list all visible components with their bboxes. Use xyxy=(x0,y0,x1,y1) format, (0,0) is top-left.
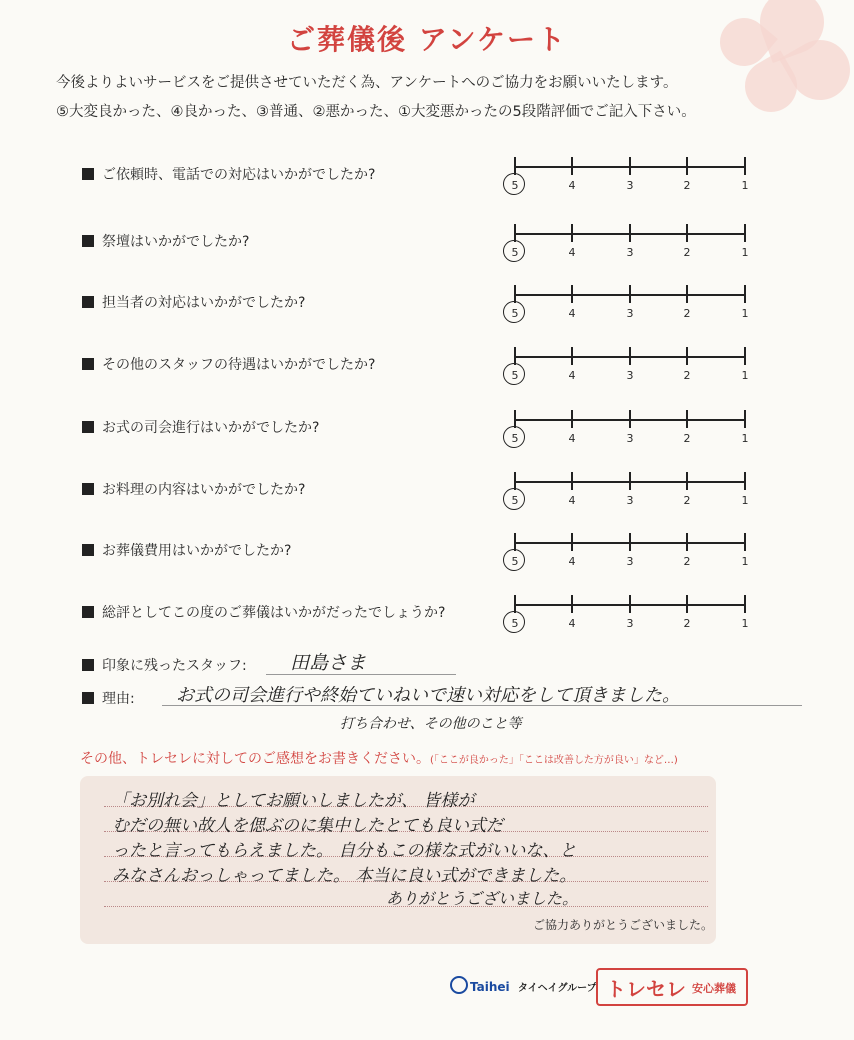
scale-tick xyxy=(686,224,688,242)
comment-line: ったと言ってもらえました。 自分もこの様な式がいいな、と xyxy=(112,841,577,861)
scale-number[interactable]: 4 xyxy=(568,179,576,192)
scale-tick xyxy=(571,157,573,175)
question-row xyxy=(82,231,249,251)
scale-tick xyxy=(744,347,746,365)
scale-number[interactable]: 1 xyxy=(741,179,749,192)
question-row xyxy=(82,479,305,499)
scale-tick xyxy=(686,285,688,303)
bullet-square-icon xyxy=(82,296,94,308)
scale-number[interactable]: 5 xyxy=(511,369,519,382)
question-label: ご依頼時、電話での対応はいかがでしたか? xyxy=(102,167,376,183)
scale-tick xyxy=(571,533,573,551)
scale-number[interactable]: 3 xyxy=(626,432,634,445)
scale-number[interactable]: 4 xyxy=(568,246,576,259)
question-label: お料理の内容はいかがでしたか? xyxy=(102,482,306,498)
page-title: ご葬儀後 アンケート xyxy=(286,23,568,56)
reason-row xyxy=(82,688,135,708)
selected-rating-circle xyxy=(503,488,525,510)
bullet-square-icon xyxy=(82,168,94,180)
brand-name: トレセレ xyxy=(606,977,686,1001)
scale-number[interactable]: 3 xyxy=(626,246,634,259)
rating-scale[interactable] xyxy=(500,346,760,382)
scale-tick xyxy=(571,410,573,428)
scale-number[interactable]: 1 xyxy=(741,369,749,382)
reason-label: 理由: xyxy=(102,691,135,707)
comment-line: むだの無い故人を偲ぶのに集中したとても良い式だ xyxy=(112,816,503,836)
scale-number[interactable]: 5 xyxy=(511,555,519,568)
scale-number[interactable]: 2 xyxy=(683,494,691,507)
scale-number[interactable]: 5 xyxy=(511,432,519,445)
rating-scale[interactable] xyxy=(500,156,760,192)
selected-rating-circle xyxy=(503,426,525,448)
comment-line: みなさんおっしゃってました。 本当に良い式ができました。 xyxy=(112,866,577,886)
reason-insert: 打ち合わせ、その他のこと等 xyxy=(340,716,522,732)
scale-tick xyxy=(629,472,631,490)
question-label: 担当者の対応はいかがでしたか? xyxy=(102,295,306,311)
scale-number[interactable]: 3 xyxy=(626,179,634,192)
staff-value[interactable]: 田島さま xyxy=(290,652,367,674)
question-label: 総評としてこの度のご葬儀はいかがだったでしょうか? xyxy=(102,605,446,621)
scale-tick xyxy=(629,347,631,365)
scale-number[interactable]: 1 xyxy=(741,432,749,445)
scale-number[interactable]: 2 xyxy=(683,432,691,445)
feedback-prompt xyxy=(80,748,678,768)
selected-rating-circle xyxy=(503,173,525,195)
question-row xyxy=(82,417,319,437)
scale-tick xyxy=(686,472,688,490)
scale-number[interactable]: 1 xyxy=(741,246,749,259)
scale-number[interactable]: 5 xyxy=(511,246,519,259)
treselle-logo xyxy=(596,968,748,1006)
scale-number[interactable]: 4 xyxy=(568,555,576,568)
scale-number[interactable]: 4 xyxy=(568,494,576,507)
scale-number[interactable]: 1 xyxy=(741,307,749,320)
feedback-prompt-main: その他、トレセレに対してのご感想をお書きください。 xyxy=(80,751,430,767)
scale-number[interactable]: 3 xyxy=(626,617,634,630)
group-name: タイヘイグループ xyxy=(517,983,597,994)
selected-rating-circle xyxy=(503,301,525,323)
scale-number[interactable]: 2 xyxy=(683,307,691,320)
scale-tick xyxy=(629,157,631,175)
reason-underline xyxy=(162,705,802,706)
reason-value[interactable]: お式の司会進行や終始ていねいで速い対応をして頂きました。 xyxy=(176,685,680,706)
bullet-square-icon xyxy=(82,235,94,247)
scale-tick xyxy=(571,595,573,613)
scale-tick xyxy=(686,533,688,551)
rating-scale[interactable] xyxy=(500,532,760,568)
scale-number[interactable]: 3 xyxy=(626,494,634,507)
scale-number[interactable]: 1 xyxy=(741,617,749,630)
scale-number[interactable]: 3 xyxy=(626,555,634,568)
question-label: お式の司会進行はいかがでしたか? xyxy=(102,420,320,436)
scale-tick xyxy=(686,595,688,613)
scale-tick xyxy=(686,410,688,428)
scale-number[interactable]: 2 xyxy=(683,617,691,630)
scale-tick xyxy=(571,285,573,303)
scale-tick xyxy=(744,157,746,175)
scale-tick xyxy=(744,595,746,613)
question-row xyxy=(82,602,445,622)
comment-line: 「お別れ会」としてお願いしましたが、 皆様が xyxy=(112,791,475,811)
scale-number[interactable]: 2 xyxy=(683,179,691,192)
scale-number[interactable]: 4 xyxy=(568,369,576,382)
rating-scale[interactable] xyxy=(500,471,760,507)
scale-number[interactable]: 4 xyxy=(568,432,576,445)
scale-tick xyxy=(629,533,631,551)
question-label: お葬儀費用はいかがでしたか? xyxy=(102,543,292,559)
question-label: その他のスタッフの待遇はいかがでしたか? xyxy=(102,357,376,373)
scale-number[interactable]: 5 xyxy=(511,617,519,630)
scale-tick xyxy=(629,224,631,242)
scale-tick xyxy=(744,410,746,428)
question-row xyxy=(82,354,375,374)
rating-scale[interactable] xyxy=(500,223,760,259)
selected-rating-circle xyxy=(503,611,525,633)
scale-number[interactable]: 5 xyxy=(511,307,519,320)
bullet-square-icon xyxy=(82,544,94,556)
staff-row xyxy=(82,655,247,675)
scale-tick xyxy=(629,285,631,303)
scale-number[interactable]: 1 xyxy=(741,555,749,568)
scale-tick xyxy=(744,224,746,242)
brand-sub: 安心葬儀 xyxy=(692,982,736,995)
staff-underline xyxy=(266,674,456,675)
question-row xyxy=(82,164,375,184)
rating-scale[interactable] xyxy=(500,594,760,630)
selected-rating-circle xyxy=(503,363,525,385)
comment-line: ありがとうございました。 xyxy=(386,889,579,908)
intro-line-1: 今後よりよいサービスをご提供させていただく為、アンケートへのご協力をお願いいたします。 xyxy=(56,75,678,91)
rating-scale[interactable] xyxy=(500,409,760,445)
scale-tick xyxy=(744,533,746,551)
question-row xyxy=(82,292,305,312)
scale-tick xyxy=(686,157,688,175)
scale-number[interactable]: 1 xyxy=(741,494,749,507)
scale-number[interactable]: 3 xyxy=(626,307,634,320)
rating-scale[interactable] xyxy=(500,284,760,320)
staff-label: 印象に残ったスタッフ: xyxy=(102,658,247,674)
scale-number[interactable]: 2 xyxy=(683,369,691,382)
closing-text: ご協力ありがとうございました。 xyxy=(533,918,714,932)
scale-tick xyxy=(686,347,688,365)
scale-tick xyxy=(571,347,573,365)
taihei-logo-text: Taihei xyxy=(470,980,510,994)
scale-number[interactable]: 5 xyxy=(511,494,519,507)
selected-rating-circle xyxy=(503,549,525,571)
feedback-prompt-sub: (「ここが良かった」「ここは改善した方が良い」など…) xyxy=(430,755,678,766)
taihei-mark-icon xyxy=(450,976,468,994)
scale-tick xyxy=(629,410,631,428)
question-row xyxy=(82,540,291,560)
scale-number[interactable]: 4 xyxy=(568,307,576,320)
scale-tick xyxy=(744,472,746,490)
scale-number[interactable]: 2 xyxy=(683,246,691,259)
selected-rating-circle xyxy=(503,240,525,262)
bullet-square-icon xyxy=(82,358,94,370)
scale-tick xyxy=(744,285,746,303)
scale-number[interactable]: 2 xyxy=(683,555,691,568)
bullet-square-icon xyxy=(82,483,94,495)
bullet-square-icon xyxy=(82,421,94,433)
taihei-logo xyxy=(450,976,597,994)
intro-line-2: ⑤大変良かった、④良かった、③普通、②悪かった、①大変悪かったの5段階評価でご記入下さい。 xyxy=(56,104,696,120)
bullet-square-icon xyxy=(82,606,94,618)
question-label: 祭壇はいかがでしたか? xyxy=(102,234,250,250)
bullet-square-icon xyxy=(82,659,94,671)
scale-tick xyxy=(629,595,631,613)
scale-number[interactable]: 3 xyxy=(626,369,634,382)
scale-number[interactable]: 4 xyxy=(568,617,576,630)
bullet-square-icon xyxy=(82,692,94,704)
scale-tick xyxy=(571,472,573,490)
scale-tick xyxy=(571,224,573,242)
scale-number[interactable]: 5 xyxy=(511,179,519,192)
